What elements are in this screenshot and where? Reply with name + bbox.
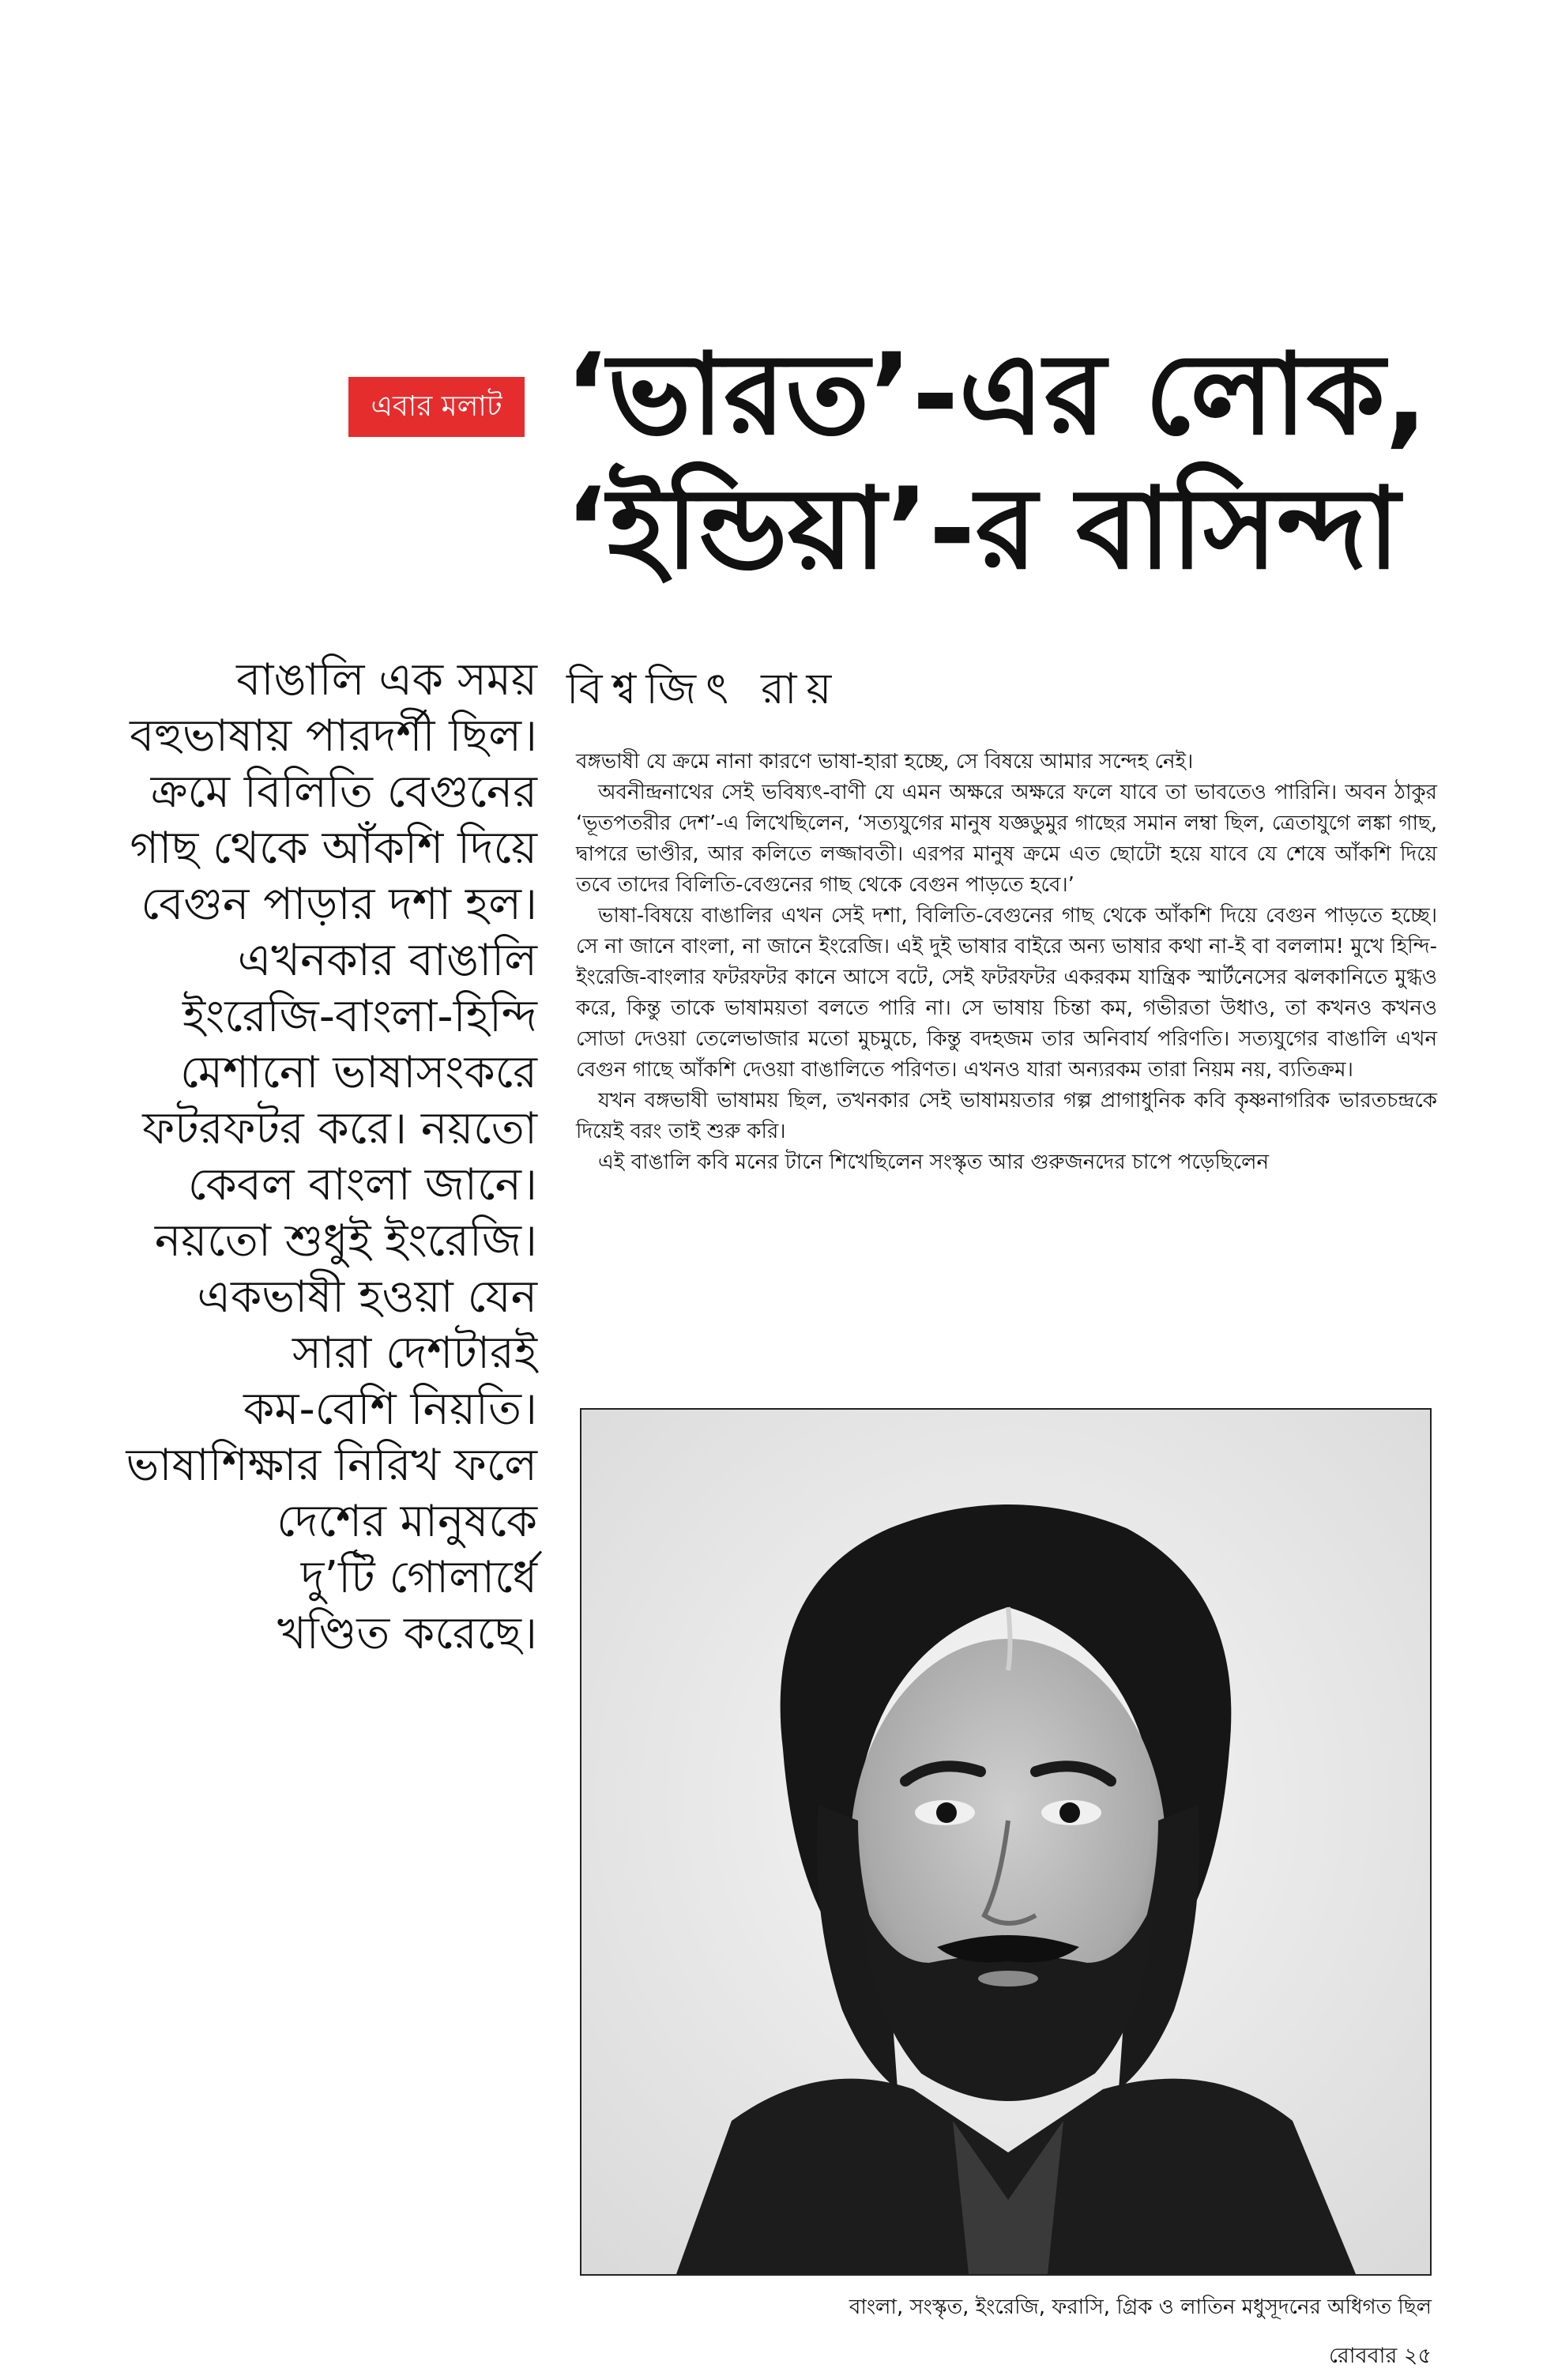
portrait-illustration [581,1410,1430,2274]
pull-quote-line: বহুভাষায় পারদর্শী ছিল। [130,710,537,762]
pull-quote-line: মেশানো ভাষাসংকরে [180,1047,537,1098]
pull-quote-line: ক্রমে বিলিতি বেগুনের [150,766,537,818]
byline: বিশ্বজিৎ রায় [566,664,841,714]
pull-quote [95,652,537,1662]
article-body [576,747,1437,1178]
pull-quote-line: এখনকার বাঙালি [237,935,537,986]
pull-quote-line: নয়তো শুধুই ইংরেজি। [154,1215,537,1267]
pull-quote-line: ফটরফটর করে। নয়তো [142,1103,537,1154]
photo-caption: বাংলা, সংস্কৃত, ইংরেজি, ফরাসি, গ্রিক ও লাতিন মধুসূদনের অধিগত ছিল [849,2295,1432,2319]
article-paragraph: অবনীন্দ্রনাথের সেই ভবিষ্যৎ-বাণী যে এমন অক্ষরে অক্ষরে ফলে যাবে তা ভাবতেও পারিনি। অবন ঠাকুর ‘ভূতপতরীর দেশ’-এ লিখেছিলেন, ‘সত্যযুগের মানুষ যজ্ঞডুমুর গাছের সমান লম্বা ছিল, ত্রেতাযুগে লঙ্কা গাছ, দ্বাপরে ভাণ্ডীর, আর কলিতে লজ্জাবতী। এরপর মানুষ ক্রমে এত ছোটো হয়ে যাবে যে শেষে আঁকশি দিয়ে তবে তাদের বিলিতি-বেগুনের গাছ থেকে বেগুন পাড়তে হবে।’ [576,781,1437,897]
page-number: রোববার ২৫ [1328,2344,1432,2368]
pull-quote-line: একভাষী হওয়া যেন [197,1271,537,1323]
article-paragraph: বঙ্গভাষী যে ক্রমে নানা কারণে ভাষা-হারা হচ্ছে, সে বিষয়ে আমার সন্দেহ নেই। [576,750,1194,774]
pull-quote-line: গাছ থেকে আঁকশি দিয়ে [130,823,537,874]
pull-quote-line: বেগুন পাড়ার দশা হল। [141,879,537,930]
pull-quote-line: ইংরেজি-বাংলা-হিন্দি [183,991,537,1042]
portrait-photo [580,1408,1432,2276]
pull-quote-line: ভাষাশিক্ষার নিরিখ ফলে [126,1440,537,1491]
pull-quote-line: খণ্ডিত করেছে। [277,1608,537,1659]
pull-quote-line: কেবল বাংলা জানে। [187,1159,537,1211]
headline [565,328,1529,597]
article-paragraph: ভাষা-বিষয়ে বাঙালির এখন সেই দশা, বিলিতি-বেগুনের গাছ থেকে আঁকশি দিয়ে বেগুন পাড়তে হচ্ছে। সে না জানে বাংলা, না জানে ইংরেজি। এই দুই ভাষার বাইরে অন্য ভাষার কথা না-ই বা বললাম! মুখে হিন্দি-ইংরেজি-বাংলার ফটরফটর কানে আসে বটে, সেই ফটরফটর একরকম যান্ত্রিক স্মার্টনেসের ঝলকানিতে মুগ্ধও করে, কিন্তু তাকে ভাষাময়তা বলতে পারি না। সে ভাষায় চিন্তা কম, গভীরতা উধাও, তা কখনও কখনও সোডা দেওয়া তেলেভাজার মতো মুচমুচে, কিন্তু বদহজম তার অনিবার্য পরিণতি। সত্যযুগের বাঙালি এখন বেগুন গাছে আঁকশি দেওয়া বাঙালিতে পরিণত। এখনও যারা অন্যরকম তারা নিয়ম নয়, ব্যতিক্রম। [576,904,1437,1082]
article-paragraph: যখন বঙ্গভাষী ভাষাময় ছিল, তখনকার সেই ভাষাময়তার গল্প প্রাগাধুনিক কবি কৃষ্ণনাগরিক ভারতচন্দ্রকে দিয়েই বরং তাই শুরু করি। [576,1089,1437,1143]
article-paragraph: এই বাঙালি কবি মনের টানে শিখেছিলেন সংস্কৃত আর গুরুজনদের চাপে পড়েছিলেন [598,1150,1270,1174]
pull-quote-line: দেশের মানুষকে [277,1496,537,1547]
pull-quote-line: কম-বেশি নিয়তি। [243,1384,537,1435]
headline-line-2: ‘ইন্ডিয়া’-র বাসিন্দা [565,464,1400,594]
section-tag: এবার মলাট [348,377,525,437]
pull-quote-line: সারা দেশটারই [292,1327,537,1379]
pull-quote-line: দু’টি গোলার্ধে [300,1552,537,1603]
headline-line-1: ‘ভারত’-এর লোক, [565,330,1428,460]
pull-quote-line: বাঙালি এক সময় [236,654,537,706]
